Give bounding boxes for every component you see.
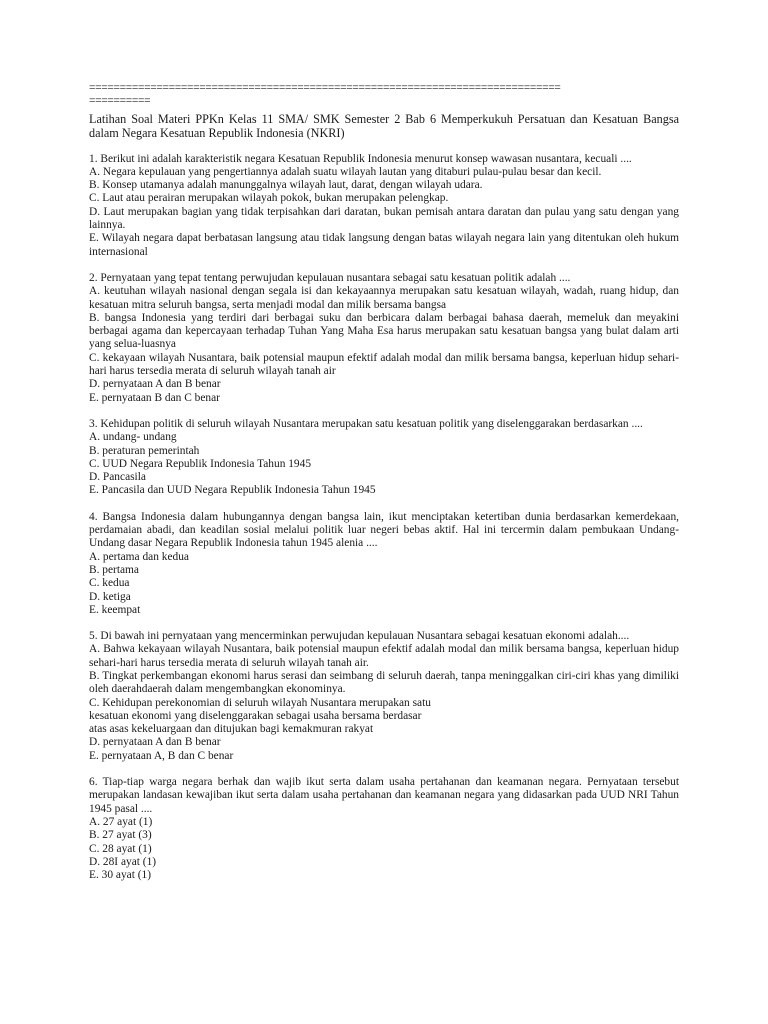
answer-option: E. 30 ayat (1) [89, 869, 151, 882]
answer-option: E. Wilayah negara dapat berbatasan langsung atau tidak langsung dengan batas wilayah negara lain yang ditentukan oleh hukum internasional [89, 232, 679, 258]
document-page [89, 82, 679, 882]
answer-option: B. pertama [89, 563, 139, 576]
answer-option: D. 28I ayat (1) [89, 855, 157, 868]
answer-option: A. pertama dan kedua [89, 550, 189, 563]
answer-option: E. pernyataan B dan C benar [89, 391, 220, 404]
answer-option: B. 27 ayat (3) [89, 829, 152, 842]
answer-option: C. kedua [89, 577, 130, 590]
answer-option: C. Kehidupan perekonomian di seluruh wilayah Nusantara merupakan satu [89, 696, 431, 709]
answer-option: D. Laut merupakan bagian yang tidak terpisahkan dari daratan, bukan pemisah antara daratan dan pulau yang satu dengan yang lainnya. [89, 205, 679, 232]
answer-option: B. Tingkat perkembangan ekonomi harus serasi dan seimbang di seluruh daerah, tanpa meninggalkan ciri-ciri khas yang dimiliki oleh daerahdaerah dalam mengembangkan ekonominya. [89, 669, 679, 696]
answer-option: E. pernyataan A, B dan C benar [89, 749, 234, 762]
question-3 [89, 418, 679, 498]
question-stem: 5. Di bawah ini pernyataan yang mencerminkan perwujudan kepulauan Nusantara sebagai kesatuan ekonomi adalah.... [89, 630, 630, 643]
answer-option: E. Pancasila dan UUD Negara Republik Indonesia Tahun 1945 [89, 484, 376, 497]
question-2 [89, 272, 679, 405]
answer-option: A. Negara kepulauan yang pengertiannya adalah suatu wilayah lautan yang ditaburi pulau-pulau besar dan kecil. [89, 165, 602, 178]
document-title: Latihan Soal Materi PPKn Kelas 11 SMA/ SMK Semester 2 Bab 6 Memperkukuh Persatuan dan Kesatuan Bangsa dalam Negara Kesatuan Republik Indonesia (NKRI) [89, 111, 679, 140]
question-1 [89, 153, 679, 259]
answer-option: D. pernyataan A dan B benar [89, 736, 221, 749]
answer-option: E. keempat [89, 603, 141, 616]
answer-option: D. Pancasila [89, 471, 146, 484]
answer-option: B. Konsep utamanya adalah manunggalnya wilayah laut, darat, dengan wilayah udara. [89, 179, 483, 192]
question-list [89, 153, 679, 883]
question-stem: 4. Bangsa Indonesia dalam hubungannya dengan bangsa lain, ikut menciptakan ketertiban dunia berdasarkan kemerdekaan, perdamaian abadi, dan keadilan sosial melalui politik luar negeri bebas aktif. Hal ini tercermin dalam pembukaan Undang- Undang dasar Negara Republik Indonesia tahun 1945 alenia .... [89, 510, 679, 550]
answer-option: B. bangsa Indonesia yang terdiri dari berbagai suku dan berbicara dalam berbagai bahasa daerah, memeluk dan meyakini berbagai agama dan kepercayaan terhadap Tuhan Yang Maha Esa harus merupakan satu kesatuan bangsa yang bulat dalam arti yang selua-luasnya [89, 311, 679, 351]
answer-option: A. 27 ayat (1) [89, 815, 153, 828]
answer-option: A. Bahwa kekayaan wilayah Nusantara, baik potensial maupun efektif adalah modal dan milik bersama bangsa, keperluan hidup sehari-hari harus tersedia merata di seluruh wilayah tanah air. [89, 643, 679, 669]
answer-option: kesatuan ekonomi yang diselenggarakan sebagai usaha bersama berdasar [89, 709, 422, 722]
question-5 [89, 630, 679, 763]
question-4 [89, 511, 679, 617]
answer-option: C. 28 ayat (1) [89, 842, 152, 855]
separator-line-continued: ========== [89, 95, 151, 108]
separator-line: ============================================================================= [89, 82, 561, 94]
answer-option: D. ketiga [89, 590, 131, 603]
answer-option: atas asas kekeluargaan dan ditujukan bagi kemakmuran rakyat [89, 723, 374, 736]
answer-option: B. peraturan pemerintah [89, 444, 200, 457]
question-stem: 6. Tiap-tiap warga negara berhak dan wajib ikut serta dalam usaha pertahanan dan keamanan negara. Pernyataan tersebut merupakan landasan kewajiban ikut serta dalam usaha pertahanan dan keamanan negara yang didasarkan pada UUD NRI Tahun 1945 pasal .... [89, 776, 679, 815]
question-stem: 2. Pernyataan yang tepat tentang perwujudan kepulauan nusantara sebagai satu kesatuan politik adalah .... [89, 271, 571, 284]
answer-option: C. Laut atau perairan merupakan wilayah pokok, bukan merupakan pelengkap. [89, 192, 449, 205]
question-6 [89, 776, 679, 882]
answer-option: C. UUD Negara Republik Indonesia Tahun 1945 [89, 457, 312, 470]
answer-option: D. pernyataan A dan B benar [89, 378, 221, 391]
answer-option: A. undang- undang [89, 431, 177, 444]
question-stem: 3. Kehidupan politik di seluruh wilayah Nusantara merupakan satu kesatuan politik yang diselenggarakan berdasarkan .... [89, 417, 643, 430]
answer-option: A. keutuhan wilayah nasional dengan segala isi dan kekayaannya merupakan satu kesatuan wilayah, wadah, ruang hidup, dan kesatuan mitra seluruh bangsa, serta menjadi modal dan milik bersama bangsa [89, 285, 679, 311]
question-stem: 1. Berikut ini adalah karakteristik negara Kesatuan Republik Indonesia menurut konsep wawasan nusantara, kecuali .... [89, 152, 632, 165]
answer-option: C. kekayaan wilayah Nusantara, baik potensial maupun efektif adalah modal dan milik bersama bangsa, keperluan hidup sehari-hari harus tersedia merata di seluruh wilayah tanah air [89, 351, 679, 378]
